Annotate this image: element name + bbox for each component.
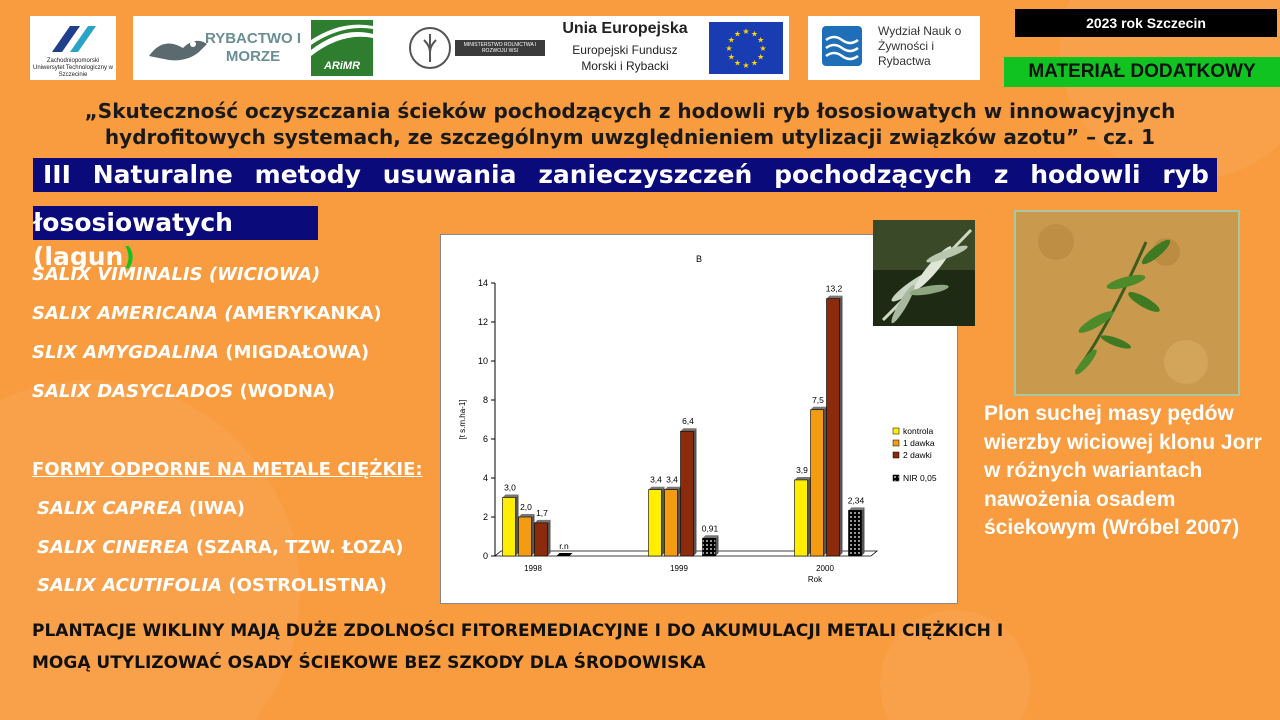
bar-side <box>840 296 843 556</box>
data-label: 3,4 <box>650 474 662 485</box>
section-heading-paren: ) <box>123 242 135 271</box>
species-latin: SLIX AMYGDALINA <box>32 342 219 363</box>
willow-seedling-photo <box>1014 210 1240 396</box>
chart-caption: Plon suchej masy pędów wierzby wiciowej klonu Jorr w różnych wariantach nawożenia osadem ściekowym (Wróbel 2007) <box>984 402 1262 539</box>
legend-swatch <box>893 428 899 434</box>
legend-label: 1 dawka <box>903 438 935 448</box>
section-heading-word: pochodzących <box>774 160 973 189</box>
data-label: 3,9 <box>796 464 808 475</box>
species-common: (WODNA) <box>233 381 336 402</box>
arimr-logo-text: ARiMR <box>323 60 361 72</box>
section-heading-word: hodowli <box>1030 160 1141 189</box>
bar <box>503 498 516 557</box>
section-heading-word: zanieczyszczeń <box>538 160 753 189</box>
data-label: 1,7 <box>536 507 548 518</box>
bar <box>811 410 824 556</box>
partners-logo-strip <box>133 16 789 80</box>
forms-heading: FORMY ODPORNE NA METALE CIĘŻKIE: <box>32 459 423 480</box>
resistant-latin: SALIX CAPREA <box>37 498 183 519</box>
eu-star-icon: ★ <box>750 29 759 39</box>
zut-emblem-icon <box>30 20 116 60</box>
faculty-emblem-icon <box>820 24 864 70</box>
bar-side <box>694 428 697 556</box>
bar <box>535 523 548 556</box>
field-icon <box>311 20 373 60</box>
eu-star-icon: ★ <box>727 35 735 45</box>
bar-side <box>824 407 827 556</box>
legend-swatch <box>893 440 899 446</box>
legend-swatch <box>893 452 899 458</box>
species-common: (MIGDAŁOWA) <box>218 342 370 363</box>
resistant-item <box>37 537 403 558</box>
y-axis-label: [t s.m.ha-1] <box>458 399 467 440</box>
section-heading-line2 <box>33 206 318 271</box>
material-badge: MATERIAŁ DODATKOWY <box>1004 57 1280 87</box>
bar-side <box>532 514 535 556</box>
bar <box>681 431 694 556</box>
y-tick-label: 4 <box>482 473 488 483</box>
page-title: „Skuteczność oczyszczania ścieków pochodzących z hodowli ryb łososiowatych w innowacyjnych hydrofitowych systemach, ze szczególnym uwzględnieniem utylizacji związków azotu” – cz. 1 <box>84 99 1176 149</box>
year-badge: 2023 rok Szczecin <box>1015 9 1277 37</box>
bar-side <box>678 487 681 556</box>
x-tick-label: 1999 <box>670 564 688 573</box>
data-label: 2,0 <box>520 502 532 512</box>
species-item <box>32 381 335 402</box>
willow-leaves-photo <box>873 220 975 326</box>
data-label: r.n <box>559 541 569 551</box>
bar <box>665 490 678 556</box>
data-label: 0,91 <box>701 523 719 534</box>
eu-flag-icon <box>709 22 783 74</box>
zut-logo <box>30 16 116 80</box>
bar <box>703 538 716 556</box>
species-item <box>32 264 320 285</box>
legend-label: NIR 0,05 <box>903 473 937 483</box>
eu-star-icon: ★ <box>733 29 742 39</box>
willow-leaves-image <box>873 220 975 326</box>
eu-star-icon: ★ <box>727 52 735 62</box>
eu-star-icon: ★ <box>742 61 750 70</box>
bar <box>519 517 532 556</box>
eu-stars <box>709 22 783 74</box>
resistant-item <box>37 498 245 519</box>
species-item <box>32 303 382 324</box>
data-label: 3,0 <box>504 482 516 493</box>
bar <box>849 510 862 556</box>
eu-star-icon: ★ <box>725 44 733 53</box>
data-label: 3,4 <box>666 474 678 485</box>
x-tick-label: 1998 <box>524 564 542 573</box>
resistant-latin: SALIX CINEREA <box>37 537 190 558</box>
species-latin: SALIX VIMINALIS <box>32 264 203 285</box>
section-heading-word: z <box>993 160 1009 189</box>
bottom-text-line2: MOGĄ UTYLIZOWAĆ OSADY ŚCIEKOWE BEZ SZKODY DLA ŚRODOWISKA <box>32 653 706 673</box>
section-heading-word: Naturalne <box>92 160 233 189</box>
eu-logo-subtitle: Europejski Fundusz Morski i Rybacki <box>572 43 678 73</box>
section-heading-line1 <box>33 158 1217 192</box>
eu-star-icon: ★ <box>757 35 765 45</box>
y-tick-label: 12 <box>477 317 488 327</box>
rybactwo-logo-text: RYBACTWO I MORZE <box>204 30 302 65</box>
bar-side <box>516 495 519 557</box>
faculty-logo-text: Wydział Nauk o Żywności i Rybactwa <box>878 24 962 68</box>
bar <box>827 299 840 556</box>
y-tick-label: 14 <box>477 278 488 288</box>
y-tick-label: 6 <box>482 434 488 444</box>
data-label: 7,5 <box>812 394 824 405</box>
y-tick-label: 2 <box>482 512 488 522</box>
x-tick-label: 2000 <box>816 564 834 573</box>
eu-logo-title: Unia Europejska <box>562 20 688 37</box>
ministry-emblem-icon <box>408 26 452 70</box>
willow-seedling-image <box>1016 212 1238 394</box>
resistant-item <box>37 575 387 596</box>
resistant-common: (IWA) <box>182 498 246 519</box>
section-heading-word: usuwania <box>382 160 517 189</box>
resistant-common: (SZARA, TZW. ŁOZA) <box>189 537 404 558</box>
y-tick-label: 10 <box>477 356 488 366</box>
species-common: (WICIOWA) <box>202 264 321 285</box>
legend-label: 2 dawki <box>903 450 932 460</box>
bar-side <box>862 507 865 556</box>
data-label: 13,2 <box>825 283 843 294</box>
species-item <box>32 342 369 363</box>
section-heading-word: metody <box>254 160 361 189</box>
x-axis-label: Rok <box>807 575 823 584</box>
resistant-common: (OSTROLISTNA) <box>222 575 387 596</box>
bar-side <box>808 477 811 556</box>
y-tick-label: 0 <box>482 551 488 561</box>
zut-logo-text: Zachodniopomorski Uniwersytet Technologiczny w Szczecinie <box>33 58 113 78</box>
data-label: 6,4 <box>682 416 694 427</box>
faculty-logo <box>808 16 980 80</box>
species-common: AMERYKANKA) <box>232 303 382 324</box>
species-latin: SALIX AMERICANA ( <box>32 303 233 324</box>
eu-star-icon: ★ <box>733 58 742 68</box>
section-heading-word: III <box>43 160 71 189</box>
bar-side <box>716 535 719 556</box>
eu-star-icon: ★ <box>759 44 767 53</box>
bar-side <box>662 487 665 556</box>
legend-swatch <box>893 475 899 481</box>
species-latin: SALIX DASYCLADOS <box>32 381 234 402</box>
chart-title: B <box>695 254 703 264</box>
section-heading-word: ryb <box>1162 160 1209 189</box>
bottom-text-line1: PLANTACJE WIKLINY MAJĄ DUŻE ZDOLNOŚCI FITOREMEDIACYJNE I DO AKUMULACJI METALI CIĘŻKICH I <box>32 621 1004 641</box>
bar <box>649 490 662 556</box>
eu-star-icon: ★ <box>757 52 765 62</box>
section-heading-text: łososiowatych (lagun <box>33 208 233 271</box>
eu-star-icon: ★ <box>742 27 750 36</box>
eu-star-icon: ★ <box>750 58 759 68</box>
legend-label: kontrola <box>903 426 934 436</box>
bar <box>795 480 808 556</box>
data-label: 2,34 <box>847 495 865 506</box>
bar-side <box>548 520 551 556</box>
arimr-logo <box>311 20 373 76</box>
resistant-latin: SALIX ACUTIFOLIA <box>37 575 223 596</box>
ministry-logo-text: MINISTERSTWO ROLNICTWA I ROZWOJU WSI <box>455 40 545 56</box>
y-tick-label: 8 <box>482 395 488 405</box>
